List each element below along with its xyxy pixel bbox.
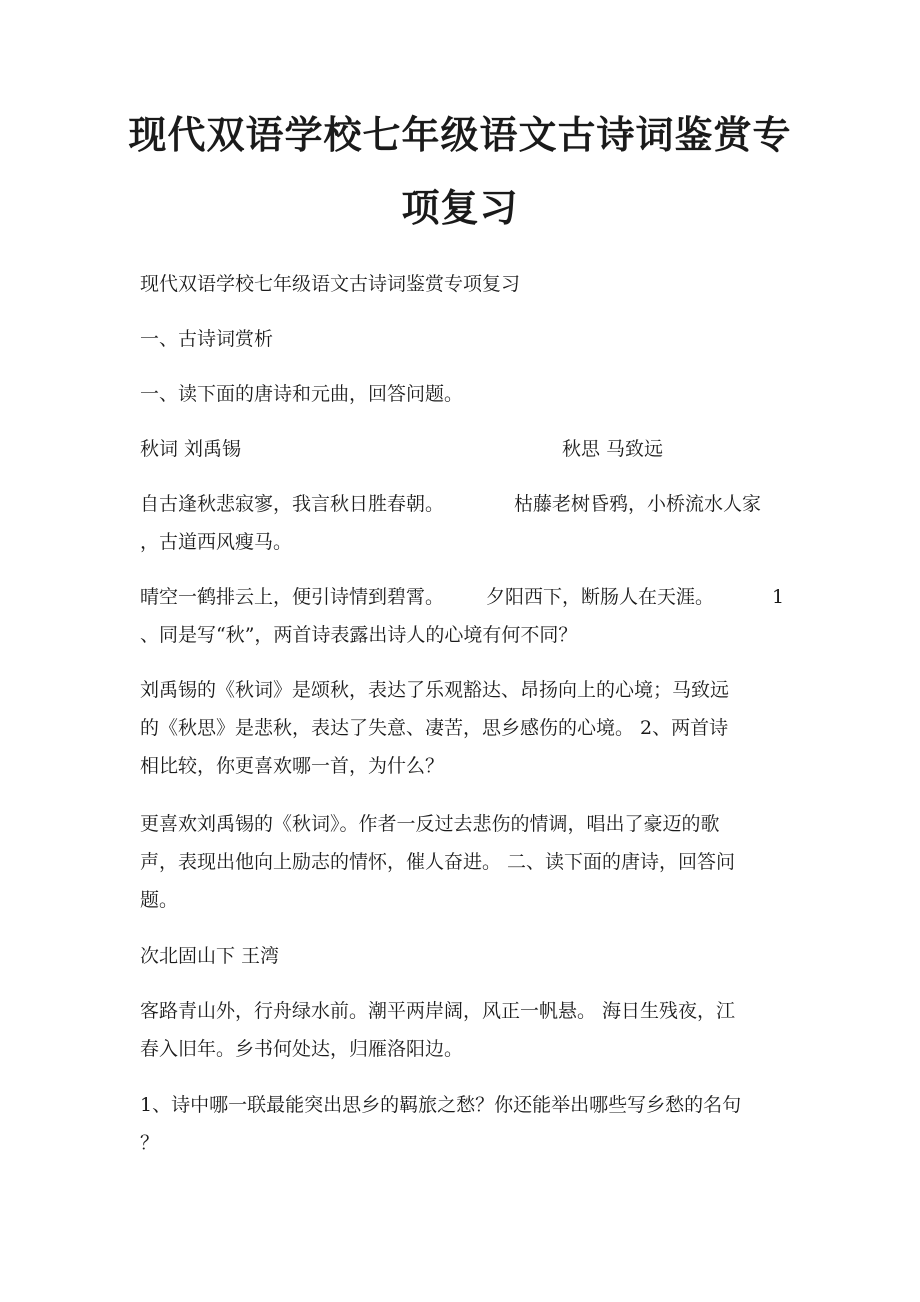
poem-3-text [140,1002,784,1078]
answer-2 [140,815,784,929]
answer-2-line: 题。 [140,889,179,911]
question-2-1 [140,1096,784,1172]
poem-1-line-2: 晴空一鹤排云上，便引诗情到碧霄。 [140,586,445,608]
question-1-1: 、同是写“秋”，两首诗表露出诗人的心境有何不同？ [140,624,578,646]
poem-2-line-1-continued: ，古道西风瘦马。 [140,531,293,553]
section-heading: 一、古诗词赏析 [140,328,274,350]
answer-2-line: 更喜欢刘禹锡的《秋词》。作者一反过去悲伤的情调，唱出了豪迈的歌 [140,813,720,835]
document-title-line-2: 项复习 [401,186,519,230]
poem-1-line-1: 自古逢秋悲寂寥，我言秋日胜春朝。 [140,493,445,515]
poem-2-line-1: 枯藤老树昏鸦，小桥流水人家 [514,493,762,515]
question-intro: 一、读下面的唐诗和元曲，回答问题。 [140,383,464,405]
poem-3-title: 次北固山下 王湾 [140,945,280,967]
answer-1-line: 的《秋思》是悲秋，表达了失意、凄苦，思乡感伤的心境。 2、两首诗 [140,717,729,739]
poem-3-line: 客路青山外，行舟绿水前。潮平两岸阔，风正一帆悬。 海日生残夜，江 [140,1000,736,1022]
poem-3-line: 春入旧年。乡书何处达，归雁洛阳边。 [140,1038,464,1060]
answer-1-line: 刘禹锡的《秋词》是颂秋，表达了乐观豁达、昂扬向上的心境；马致远 [140,679,730,701]
answer-1-line: 相比较，你更喜欢哪一首，为什么？ [140,755,445,777]
poem-1-title: 秋词 刘禹锡 [140,438,242,460]
answer-1 [140,681,784,795]
document-subtitle: 现代双语学校七年级语文古诗词鉴赏专项复习 [140,273,521,295]
poem-2-title: 秋思 马致远 [562,438,664,460]
question-2-1-line: ？ [140,1132,160,1154]
document-title-line-1: 现代双语学校七年级语文古诗词鉴赏专 [128,113,792,157]
poem-2-line-2: 夕阳西下，断肠人在天涯。 [486,586,715,608]
question-number: 1 [772,586,785,608]
answer-2-line: 声，表现出他向上励志的情怀，催人奋进。 二、读下面的唐诗，回答问 [140,851,736,873]
question-2-1-line: 1、诗中哪一联最能突出思乡的羁旅之愁？你还能举出哪些写乡愁的名句 [140,1094,742,1116]
